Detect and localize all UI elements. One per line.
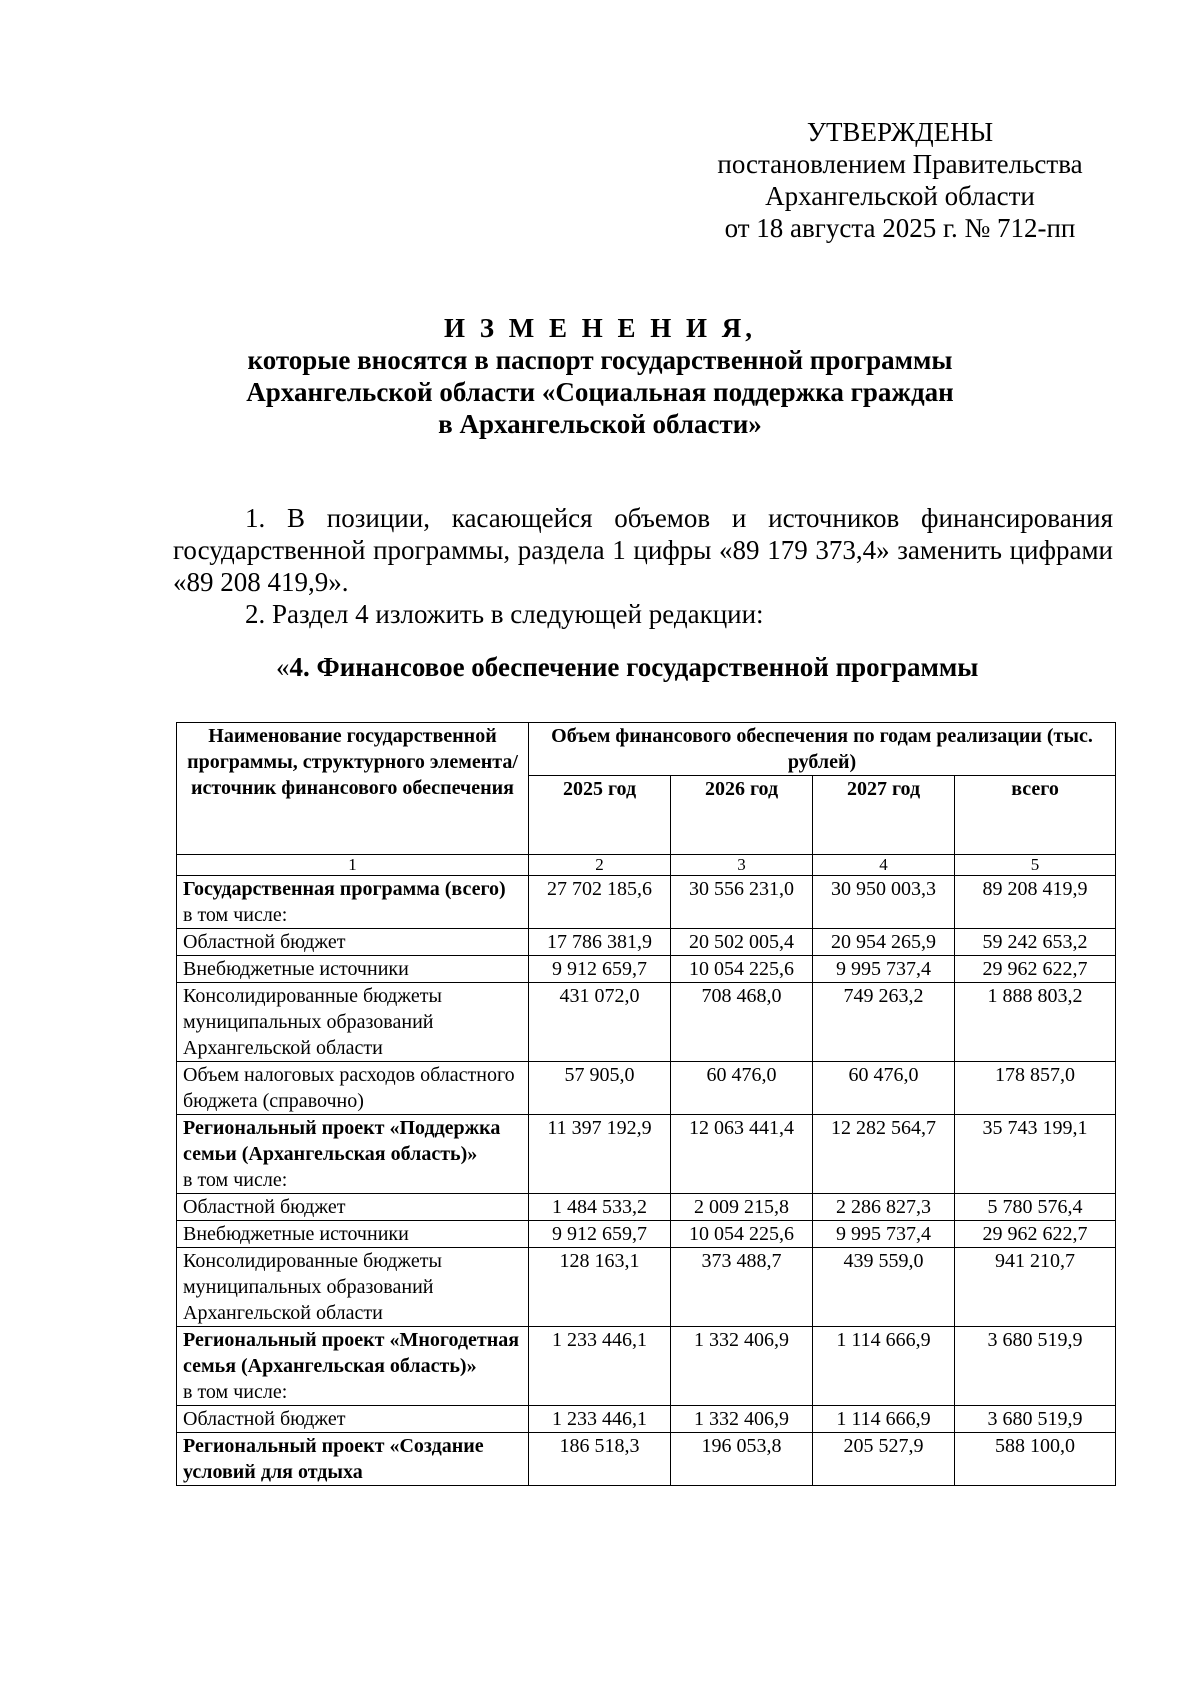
table-row [177,929,1116,956]
row-name: Областной бюджет [183,1196,346,1218]
row-name: Областной бюджет [183,931,346,953]
row-total-value: 1 888 803,2 [955,983,1116,1062]
column-number-row [177,855,1116,876]
paragraph-1: 1. В позиции, касающейся объемов и источников финансирования государственной программы, раздела 1 цифры «89 179 373,4» заменить цифрами «89 208 419,9». [173,503,1113,597]
document-title [170,312,1030,440]
row-year-value: 205 527,9 [813,1433,955,1486]
title-line-1: которые вносятся в паспорт государственной программы [247,345,953,375]
row-total-value: 178 857,0 [955,1062,1116,1115]
row-year-value: 60 476,0 [671,1062,813,1115]
column-number: 4 [813,855,955,876]
approval-line-2: постановлением Правительства [717,149,1083,179]
row-year-value: 1 332 406,9 [671,1327,813,1406]
row-name-cell [177,1327,529,1406]
row-total-value: 941 210,7 [955,1248,1116,1327]
row-year-value: 30 950 003,3 [813,876,955,929]
row-year-value: 708 468,0 [671,983,813,1062]
row-total-value: 89 208 419,9 [955,876,1116,929]
approval-block [690,116,1110,244]
row-year-value: 57 905,0 [529,1062,671,1115]
row-name: Консолидированные бюджеты муниципальных образований Архангельской области [183,985,442,1059]
table-row [177,1115,1116,1194]
row-total-value: 29 962 622,7 [955,1221,1116,1248]
row-name-cell [177,1115,529,1194]
row-name-cell [177,1221,529,1248]
row-name: Региональный проект «Многодетная семья (Архангельская область)» [183,1329,520,1377]
row-year-value: 1 233 446,1 [529,1327,671,1406]
row-name: Консолидированные бюджеты муниципальных образований Архангельской области [183,1250,442,1324]
row-name: Региональный проект «Поддержка семьи (Архангельская область)» [183,1117,501,1165]
row-year-value: 12 282 564,7 [813,1115,955,1194]
table-row [177,1221,1116,1248]
approval-line-1: УТВЕРЖДЕНЫ [806,117,994,147]
row-name-cell [177,1433,529,1486]
row-name: Государственная программа (всего) [183,878,506,900]
table-row [177,876,1116,929]
column-number: 3 [671,855,813,876]
column-number: 2 [529,855,671,876]
row-year-value: 17 786 381,9 [529,929,671,956]
row-total-value: 35 743 199,1 [955,1115,1116,1194]
row-year-value: 20 954 265,9 [813,929,955,956]
row-year-value: 20 502 005,4 [671,929,813,956]
header-name-cell: Наименование государственной программы, структурного элемента/ источник финансового обеспечения [177,723,529,855]
row-year-value: 1 114 666,9 [813,1406,955,1433]
approval-line-3: Архангельской области [765,181,1035,211]
table-row [177,983,1116,1062]
row-name-cell [177,929,529,956]
title-heading: И З М Е Н Е Н И Я, [443,313,756,343]
header-year-2026: 2026 год [671,776,813,855]
row-year-value: 186 518,3 [529,1433,671,1486]
row-subtitle: в том числе: [183,1381,288,1403]
row-name: Внебюджетные источники [183,958,409,980]
column-number: 5 [955,855,1116,876]
opening-quote: « [276,652,290,682]
row-year-value: 9 912 659,7 [529,956,671,983]
row-year-value: 27 702 185,6 [529,876,671,929]
row-name: Объем налоговых расходов областного бюджета (справочно) [183,1064,515,1112]
paragraph-2: 2. Раздел 4 изложить в следующей редакции: [245,599,764,629]
row-name-cell [177,1248,529,1327]
title-line-3: в Архангельской области» [438,409,762,439]
row-year-value: 749 263,2 [813,983,955,1062]
column-number: 1 [177,855,529,876]
table-row [177,1406,1116,1433]
header-year-2025: 2025 год [529,776,671,855]
row-year-value: 431 072,0 [529,983,671,1062]
row-year-value: 2 286 827,3 [813,1194,955,1221]
row-year-value: 30 556 231,0 [671,876,813,929]
row-year-value: 9 995 737,4 [813,956,955,983]
row-year-value: 60 476,0 [813,1062,955,1115]
row-name: Областной бюджет [183,1408,346,1430]
row-year-value: 10 054 225,6 [671,956,813,983]
row-total-value: 29 962 622,7 [955,956,1116,983]
row-year-value: 11 397 192,9 [529,1115,671,1194]
row-name-cell [177,1406,529,1433]
row-year-value: 1 484 533,2 [529,1194,671,1221]
table-row [177,1248,1116,1327]
row-total-value: 59 242 653,2 [955,929,1116,956]
row-year-value: 373 488,7 [671,1248,813,1327]
row-name-cell [177,956,529,983]
row-name-cell [177,983,529,1062]
row-name: Внебюджетные источники [183,1223,409,1245]
table-row [177,1062,1116,1115]
approval-line-4: от 18 августа 2025 г. № 712-пп [724,213,1076,243]
table-row [177,1433,1116,1486]
table-row [177,956,1116,983]
row-year-value: 1 114 666,9 [813,1327,955,1406]
row-subtitle: в том числе: [183,904,288,926]
row-year-value: 2 009 215,8 [671,1194,813,1221]
header-total: всего [955,776,1116,855]
row-name: Региональный проект «Создание условий для отдыха [183,1435,484,1483]
section-heading-text: 4. Финансовое обеспечение государственной программы [289,652,979,682]
row-year-value: 12 063 441,4 [671,1115,813,1194]
row-year-value: 196 053,8 [671,1433,813,1486]
row-total-value: 3 680 519,9 [955,1406,1116,1433]
row-total-value: 5 780 576,4 [955,1194,1116,1221]
table-row [177,1327,1116,1406]
row-subtitle: в том числе: [183,1169,288,1191]
row-year-value: 439 559,0 [813,1248,955,1327]
row-year-value: 9 912 659,7 [529,1221,671,1248]
section-heading [276,650,978,684]
row-name-cell [177,1062,529,1115]
row-year-value: 1 332 406,9 [671,1406,813,1433]
row-total-value: 588 100,0 [955,1433,1116,1486]
financing-table [176,722,1116,1486]
title-line-2: Архангельской области «Социальная поддержка граждан [246,377,954,407]
row-total-value: 3 680 519,9 [955,1327,1116,1406]
row-year-value: 9 995 737,4 [813,1221,955,1248]
table-row [177,1194,1116,1221]
row-name-cell [177,876,529,929]
table-body [177,876,1116,1486]
header-group-cell: Объем финансового обеспечения по годам реализации (тыс. рублей) [529,723,1116,776]
row-year-value: 10 054 225,6 [671,1221,813,1248]
row-year-value: 1 233 446,1 [529,1406,671,1433]
header-year-2027: 2027 год [813,776,955,855]
row-year-value: 128 163,1 [529,1248,671,1327]
row-name-cell [177,1194,529,1221]
